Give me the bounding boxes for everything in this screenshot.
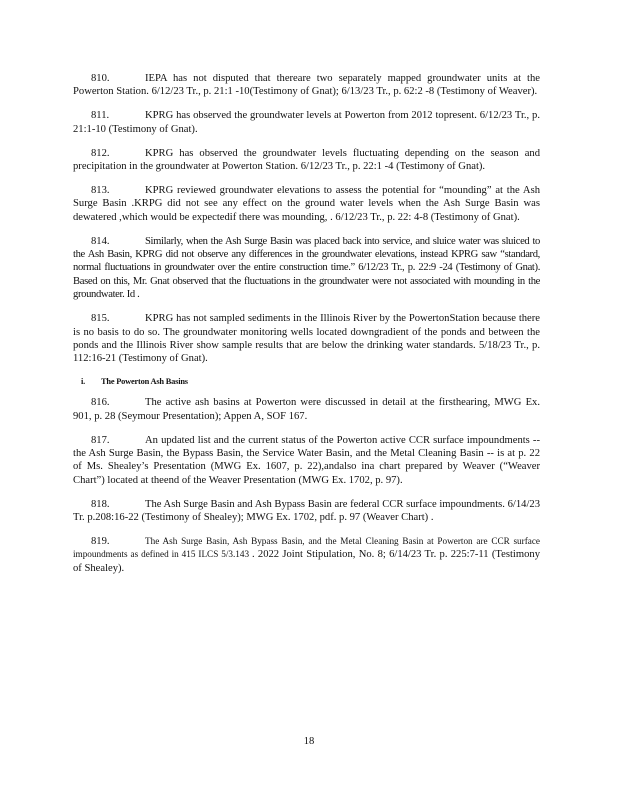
paragraph-text: KPRG has not sampled sediments in the Illinois River by the PowertonStation because there is no basis to do so. The groundwater monitoring wells located downgradient of the ponds and between the ponds and the Illinois River show sample results that are below the drinking water standards. 5/18/23 Tr., p. 112:16-21 (Testimony of Gnat). bbox=[73, 313, 540, 365]
paragraph-number: 817. bbox=[91, 434, 110, 446]
paragraph-819 bbox=[73, 535, 540, 575]
paragraph-817 bbox=[73, 434, 540, 488]
paragraph-818 bbox=[73, 498, 540, 525]
paragraph-number: 819. bbox=[91, 536, 110, 548]
paragraph-811 bbox=[73, 109, 540, 136]
paragraph-citation: . 2022 Joint Stipulation, No. 8; 6/14/23 Tr. p. 225:7-11 (Testimony of Shealey). bbox=[73, 549, 540, 574]
paragraph-814 bbox=[73, 235, 540, 302]
paragraph-number: 811. bbox=[91, 110, 110, 122]
paragraph-text: The Ash Surge Basin, Ash Bypass Basin, and the Metal Cleaning Basin at Powerton are CCR surface impoundments as defined in 415 ILCS 5/3.143 bbox=[73, 536, 540, 560]
paragraph-815 bbox=[73, 312, 540, 366]
paragraph-text: KPRG has observed the groundwater levels fluctuating depending on the season and precipitation in the groundwater at Powerton Station. 6/12/23 Tr., p. 22:1 -4 (Testimony of Gnat). bbox=[73, 147, 540, 173]
paragraph-number: 812. bbox=[91, 147, 110, 159]
paragraph-text: KPRG has observed the groundwater levels at Powerton from 2012 topresent. 6/12/23 Tr., p. 21:1-10 (Testimony of Gnat). bbox=[73, 110, 540, 135]
section-subheading bbox=[81, 376, 540, 388]
subheading-text: The Powerton Ash Basins bbox=[101, 377, 188, 387]
paragraph-number: 813. bbox=[91, 184, 110, 196]
paragraph-text: The active ash basins at Powerton were discussed in detail at the firsthearing, MWG Ex. 901, p. 28 (Seymour Presentation); Appen A, SOF 167. bbox=[73, 397, 540, 422]
paragraph-number: 810. bbox=[91, 73, 110, 84]
paragraph-number: 814. bbox=[91, 235, 110, 247]
paragraph-810 bbox=[73, 72, 540, 99]
paragraph-text: IEPA has not disputed that thereare two separately mapped groundwater units at the Powerton Station. 6/12/23 Tr., p. 21:1 -10(Testimony of Gnat); 6/13/23 Tr., p. 62:2 -8 (Testimony of Weaver). bbox=[73, 73, 540, 98]
paragraph-812 bbox=[73, 147, 540, 174]
paragraph-text: An updated list and the current status of the Powerton active CCR surface impoundments -- the Ash Surge Basin, the Bypass Basin, the Service Water Basin, and the Metal Cleaning Basin -- is at p. 22 of Ms. Shealey’s Presentation (MWG Ex. 1607, p. 22),andalso ina chart prepared by Weaver (“Weaver Chart”) located at theend of the Weaver Presentation (MWG Ex. 1702, p. 97). bbox=[73, 434, 540, 486]
document-page bbox=[73, 72, 540, 586]
paragraph-813 bbox=[73, 184, 540, 224]
paragraph-text: The Ash Surge Basin and Ash Bypass Basin are federal CCR surface impoundments. 6/14/23 Tr. p.208:16-22 (Testimony of Shealey); MWG Ex. 1702, pdf. p. 97 (Weaver Chart) . bbox=[73, 498, 540, 524]
paragraph-text: KPRG reviewed groundwater elevations to assess the potential for “mounding” at the Ash Surge Basin .KRPG did not see any effect on the ground water levels when the Ash Surge Basin was dewatered ,which would be expectedif there was mounding, . 6/12/23 Tr., p. 22: 4-8 (Testimony of Gnat). bbox=[73, 184, 540, 223]
page-number: 18 bbox=[303, 736, 315, 747]
paragraph-text: Similarly, when the Ash Surge Basin was placed back into service, and sluice water was sluiced to the Ash Basin, KPRG did not observe any differences in the groundwater elevations, instead KPRG saw “standard, normal fluctuations in groundwater over the entire construction time.” 6/12/23 Tr., p. 22:9 -24 (Testimony of Gnat). Based on this, Mr. Gnat observed that the fluctuations in the groundwater were not associated with mounding in the groundwater. Id . bbox=[73, 235, 540, 301]
subheading-numeral: i. bbox=[81, 377, 86, 387]
paragraph-number: 818. bbox=[91, 498, 110, 510]
paragraph-number: 815. bbox=[91, 313, 110, 325]
paragraph-number: 816. bbox=[91, 397, 110, 409]
paragraph-816 bbox=[73, 396, 540, 423]
